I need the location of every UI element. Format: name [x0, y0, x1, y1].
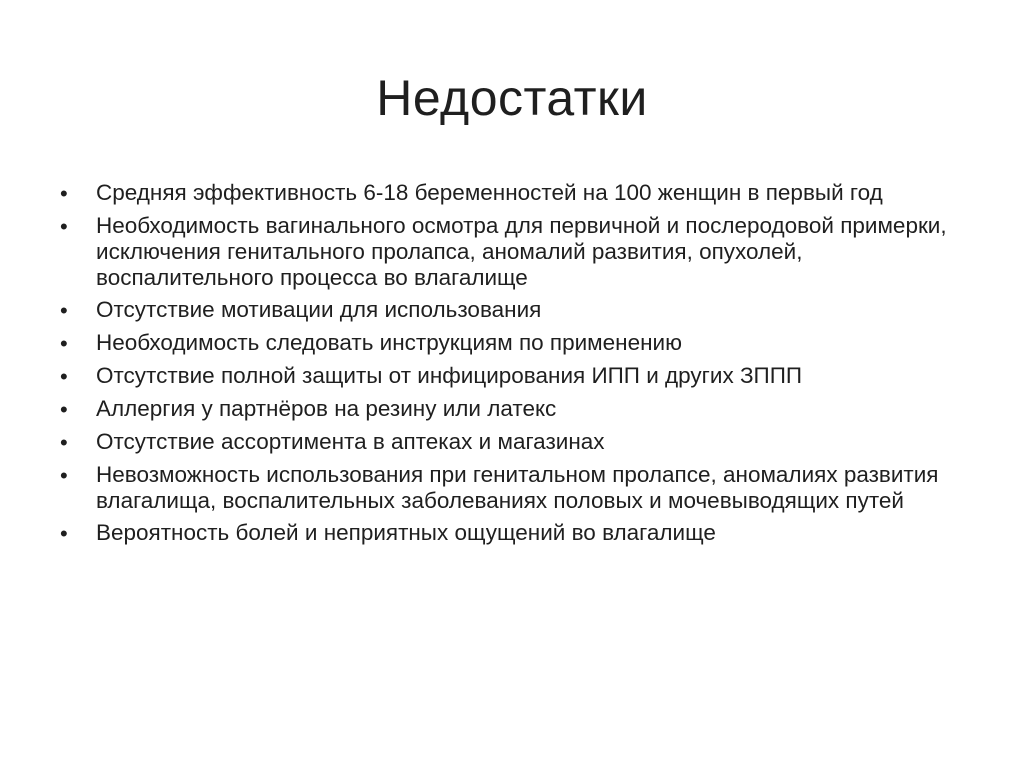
bullet-item	[56, 429, 976, 456]
bullet-text: Отсутствие ассортимента в аптеках и магазинах	[96, 429, 605, 454]
slide-title: Недостатки	[376, 70, 648, 126]
bullet-list	[56, 180, 976, 553]
bullet-item	[56, 520, 976, 547]
bullet-item	[56, 396, 976, 423]
bullet-text: Отсутствие полной защиты от инфицирования ИПП и других ЗППП	[96, 363, 803, 388]
bullet-text: Необходимость вагинального осмотра для первичной и послеродовой примерки, исключения генитального пролапса, аномалий развития, опухолей, воспалительного процесса во влагалище	[96, 213, 947, 290]
bullet-icon: •	[60, 181, 68, 206]
bullet-text: Невозможность использования при генитальном пролапсе, аномалиях развития влагалища, воспалительных заболеваниях половых и мочевыводящих путей	[96, 462, 939, 513]
bullet-text: Вероятность болей и неприятных ощущений во влагалище	[96, 520, 716, 545]
bullet-icon: •	[60, 298, 68, 323]
bullet-item	[56, 297, 976, 324]
bullet-text: Средняя эффективность 6-18 беременностей на 100 женщин в первый год	[96, 180, 883, 205]
bullet-item	[56, 330, 976, 357]
bullet-icon: •	[60, 214, 68, 239]
bullet-text: Отсутствие мотивации для использования	[96, 297, 542, 322]
bullet-item	[56, 363, 976, 390]
bullet-item	[56, 462, 976, 514]
bullet-icon: •	[60, 397, 68, 422]
bullet-icon: •	[60, 331, 68, 356]
bullet-item	[56, 180, 976, 207]
bullet-icon: •	[60, 463, 68, 488]
bullet-icon: •	[60, 521, 68, 546]
bullet-icon: •	[60, 430, 68, 455]
bullet-text: Необходимость следовать инструкциям по применению	[96, 330, 682, 355]
bullet-item	[56, 213, 976, 291]
bullet-text: Аллергия у партнёров на резину или латекс	[96, 396, 557, 421]
bullet-icon: •	[60, 364, 68, 389]
